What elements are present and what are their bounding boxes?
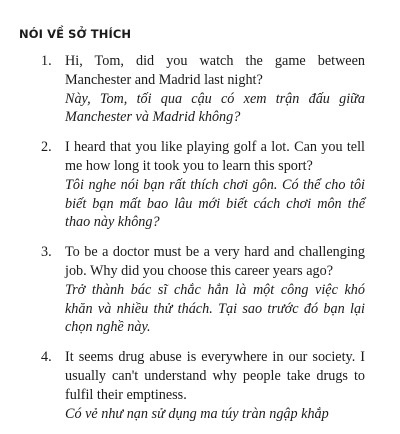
vietnamese-translation: Tôi nghe nói bạn rất thích chơi gôn. Có thể cho tôi biết bạn mất bao lâu mới biết cách chơi môn thể thao này không? [65,176,365,231]
vietnamese-translation: Trở thành bác sĩ chắc hẳn là một công việc khó khăn và nhiều thử thách. Tại sao trước đó bạn lại chọn nghề này. [65,281,365,336]
phrase-entry-2 [0,138,400,232]
entry-number: 4. [41,349,52,366]
vietnamese-translation: Này, Tom, tối qua cậu có xem trận đấu giữa Manchester và Madrid không? [65,90,365,126]
entry-number: 3. [41,244,52,261]
entry-body [65,138,365,232]
phrase-list [0,52,400,434]
english-sentence: Hi, Tom, did you watch the game between Manchester and Madrid last night? [65,53,365,88]
entry-body [65,52,365,127]
entry-number: 2. [41,139,52,156]
entry-body [65,243,365,337]
vietnamese-translation: Có vẻ như nạn sử dụng ma túy tràn ngập khắp [65,405,329,422]
phrase-entry-1 [0,52,400,127]
english-sentence: I heard that you like playing golf a lot. Can you tell me how long it took you to learn this sport? [65,139,365,174]
entry-number: 1. [41,53,52,69]
english-sentence: It seems drug abuse is everywhere in our society. I usually can't understand why people take drugs to fulfil their emptiness. [65,349,365,403]
phrase-entry-3 [0,243,400,337]
phrase-entry-4 [0,348,400,423]
english-sentence: To be a doctor must be a very hard and challenging job. Why did you choose this career years ago? [65,244,365,279]
entry-body [65,348,365,423]
section-heading: NÓI VỀ SỞ THÍCH [19,27,132,41]
